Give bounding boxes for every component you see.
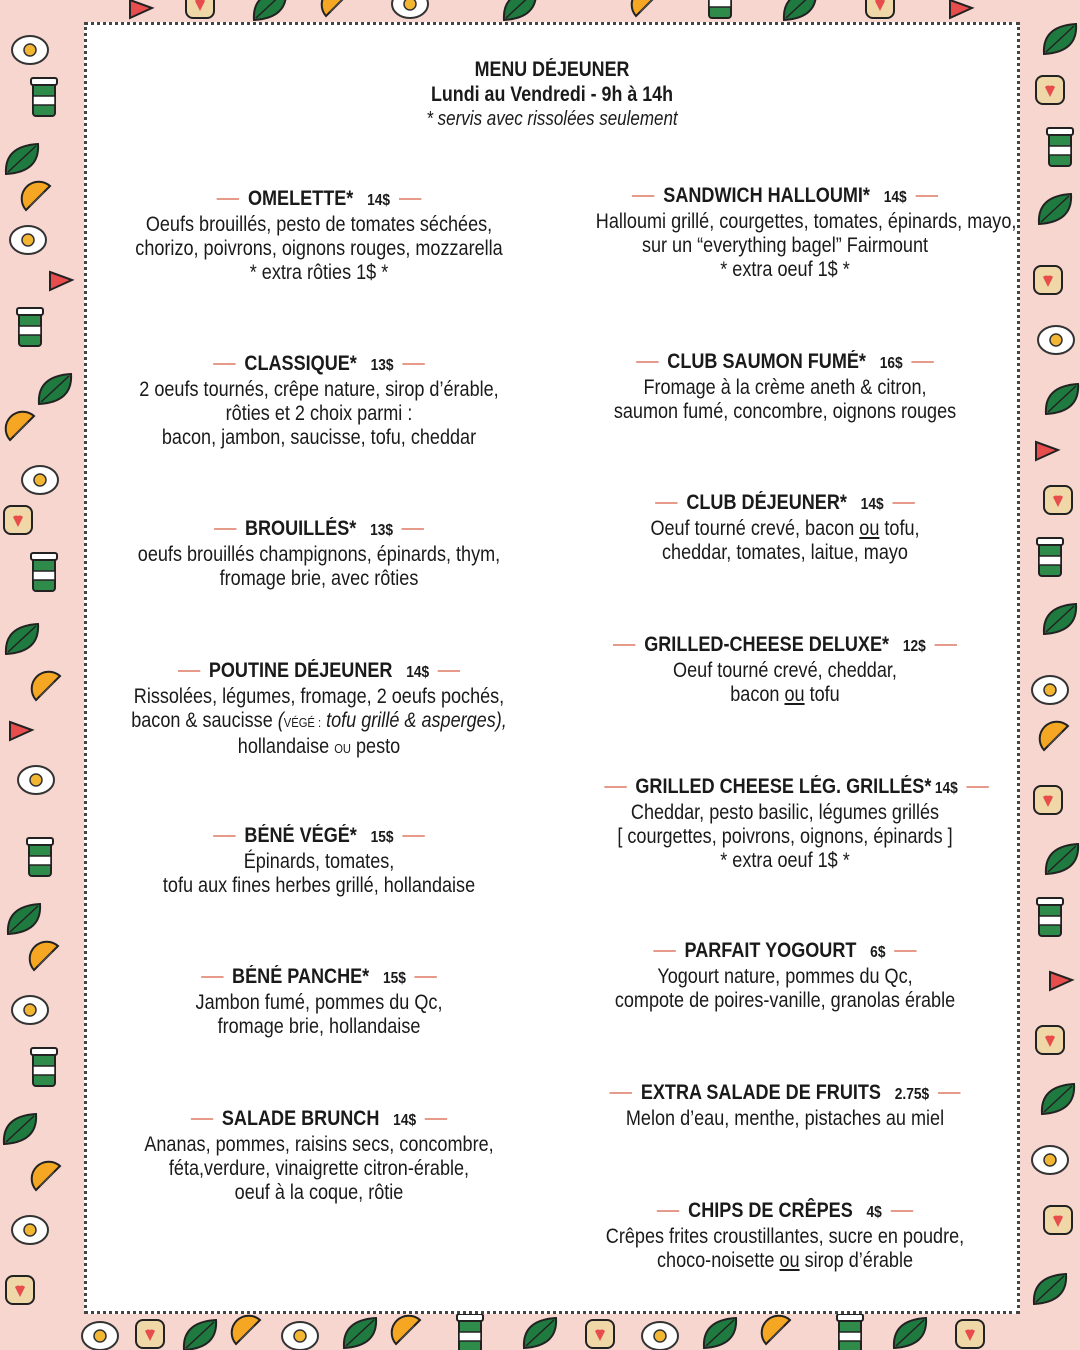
menu-item-grilled-cheese-deluxe bbox=[596, 633, 974, 707]
item-price: 14$ bbox=[860, 496, 884, 513]
or-label: ou bbox=[779, 1249, 800, 1272]
item-desc bbox=[596, 517, 974, 541]
divider-dash bbox=[399, 198, 421, 200]
item-desc bbox=[596, 1249, 974, 1273]
item-desc-part: Oeuf tourné crevé, bacon bbox=[650, 517, 860, 540]
item-name: CLASSIQUE* bbox=[244, 352, 357, 375]
item-desc: 2 oeufs tournés, crêpe nature, sirop d’érable, bbox=[139, 378, 499, 401]
divider-dash bbox=[915, 195, 937, 197]
item-desc-part: pesto bbox=[350, 735, 401, 758]
menu-item-brouilles bbox=[130, 517, 508, 591]
item-desc: cheddar, tomates, laitue, mayo bbox=[662, 541, 908, 564]
item-name: PARFAIT YOGOURT bbox=[684, 939, 857, 962]
menu-item-parfait-yogourt bbox=[596, 939, 974, 1013]
item-price: 16$ bbox=[879, 355, 903, 372]
menu-item-bene-vege bbox=[130, 824, 508, 898]
item-desc: Rissolées, légumes, fromage, 2 oeufs pochés, bbox=[133, 685, 505, 708]
menu-item-club-saumon bbox=[596, 350, 974, 424]
divider-dash bbox=[415, 976, 437, 978]
item-desc: fromage brie, hollandaise bbox=[217, 1015, 421, 1038]
item-name: BROUILLÉS* bbox=[244, 517, 357, 540]
item-desc: chorizo, poivrons, oignons rouges, mozzarella bbox=[135, 237, 503, 260]
item-desc: Cheddar, pesto basilic, légumes grillés bbox=[630, 801, 940, 824]
item-desc: oeuf à la coque, rôtie bbox=[234, 1181, 404, 1204]
or-label: ou bbox=[859, 517, 880, 540]
item-desc-part: sirop d’érable bbox=[799, 1249, 914, 1272]
menu-note: * servis avec rissolées seulement bbox=[426, 108, 678, 130]
item-desc: Fromage à la crème aneth & citron, bbox=[643, 376, 927, 399]
item-name: OMELETTE* bbox=[247, 187, 354, 210]
item-price: 12$ bbox=[902, 638, 926, 655]
divider-dash bbox=[214, 528, 236, 530]
item-desc-part: choco-noisette bbox=[656, 1249, 780, 1272]
item-desc-part: tofu, bbox=[879, 517, 920, 540]
item-desc bbox=[130, 735, 508, 761]
item-desc: * extra oeuf 1$ * bbox=[720, 849, 850, 872]
menu-item-omelette bbox=[130, 187, 508, 285]
divider-dash bbox=[636, 361, 658, 363]
divider-dash bbox=[213, 363, 235, 365]
item-desc-part: tofu bbox=[804, 683, 840, 706]
divider-dash bbox=[632, 195, 654, 197]
item-desc: oeufs brouillés champignons, épinards, thym, bbox=[137, 543, 501, 566]
item-name: BÉNÉ PANCHE* bbox=[232, 965, 370, 988]
menu-item-salade-fruits bbox=[596, 1081, 974, 1131]
divider-dash bbox=[610, 1092, 632, 1094]
menu-card bbox=[84, 22, 1020, 1314]
divider-dash bbox=[201, 976, 223, 978]
item-price: 14$ bbox=[367, 192, 391, 209]
item-name: CHIPS DE CRÊPES bbox=[688, 1199, 853, 1222]
item-desc bbox=[130, 709, 508, 735]
item-desc-vege bbox=[278, 709, 507, 732]
divider-dash bbox=[425, 1118, 447, 1120]
item-desc-part: hollandaise bbox=[237, 735, 335, 758]
divider-dash bbox=[892, 502, 914, 504]
divider-dash bbox=[191, 1118, 213, 1120]
item-price: 15$ bbox=[370, 829, 394, 846]
item-price: 13$ bbox=[370, 357, 394, 374]
item-desc: * extra rôties 1$ * bbox=[249, 261, 389, 284]
menu-item-bene-panche bbox=[130, 965, 508, 1039]
item-name: SALADE BRUNCH bbox=[221, 1107, 380, 1130]
item-desc: Halloumi grillé, courgettes, tomates, épinards, mayo, bbox=[595, 210, 1017, 233]
divider-dash bbox=[657, 1210, 679, 1212]
item-desc-part: bacon bbox=[730, 683, 785, 706]
menu-item-club-dejeuner bbox=[596, 491, 974, 565]
or-label: OU bbox=[334, 741, 351, 756]
item-desc: Jambon fumé, pommes du Qc, bbox=[195, 991, 443, 1014]
item-price: 14$ bbox=[393, 1112, 417, 1129]
item-name: BÉNÉ VÉGÉ* bbox=[244, 824, 357, 847]
item-name: GRILLED-CHEESE DELUXE* bbox=[644, 633, 890, 656]
item-desc: Oeuf tourné crevé, cheddar, bbox=[673, 659, 897, 682]
menu-item-poutine bbox=[130, 659, 508, 761]
vege-option: tofu grillé & asperges), bbox=[321, 709, 507, 732]
item-desc: saumon fumé, concombre, oignons rouges bbox=[613, 400, 957, 423]
divider-dash bbox=[934, 644, 956, 646]
item-price: 13$ bbox=[370, 522, 394, 539]
divider-dash bbox=[438, 670, 460, 672]
divider-dash bbox=[911, 361, 933, 363]
item-desc bbox=[596, 683, 974, 707]
divider-dash bbox=[402, 835, 424, 837]
item-desc: [ courgettes, poivrons, oignons, épinards ] bbox=[617, 825, 953, 848]
item-name: CLUB DÉJEUNER* bbox=[686, 491, 847, 514]
item-price: 14$ bbox=[934, 780, 958, 797]
item-desc: rôties et 2 choix parmi : bbox=[225, 402, 413, 425]
menu-item-grilled-cheese-legumes bbox=[596, 775, 974, 873]
divider-dash bbox=[178, 670, 200, 672]
item-name: EXTRA SALADE DE FRUITS bbox=[640, 1081, 881, 1104]
item-desc: compote de poires-vanille, granolas érable bbox=[614, 989, 956, 1012]
item-name: SANDWICH HALLOUMI* bbox=[663, 184, 870, 207]
item-desc: sur un “everything bagel” Fairmount bbox=[641, 234, 929, 257]
item-desc: bacon, jambon, saucisse, tofu, cheddar bbox=[161, 426, 477, 449]
divider-dash bbox=[613, 644, 635, 646]
item-price: 14$ bbox=[883, 189, 907, 206]
item-price: 4$ bbox=[866, 1204, 882, 1221]
item-name: POUTINE DÉJEUNER bbox=[208, 659, 393, 682]
item-desc: Crêpes frites croustillantes, sucre en poudre, bbox=[605, 1225, 965, 1248]
divider-dash bbox=[938, 1092, 960, 1094]
item-desc: * extra oeuf 1$ * bbox=[720, 258, 850, 281]
item-desc-part: bacon & saucisse bbox=[131, 709, 278, 732]
item-price: 6$ bbox=[870, 944, 886, 961]
item-desc: Yogourt nature, pommes du Qc, bbox=[657, 965, 913, 988]
item-desc: tofu aux fines herbes grillé, hollandaise bbox=[162, 874, 476, 897]
item-name: GRILLED CHEESE LÉG. GRILLÉS* bbox=[635, 775, 932, 798]
vege-label: VÉGÉ : bbox=[283, 715, 322, 730]
item-price: 15$ bbox=[382, 970, 406, 987]
menu-hours: Lundi au Vendredi - 9h à 14h bbox=[430, 83, 674, 106]
divider-dash bbox=[213, 835, 235, 837]
divider-dash bbox=[894, 950, 916, 952]
menu-item-chips-crepes bbox=[596, 1199, 974, 1273]
divider-dash bbox=[966, 786, 988, 788]
divider-dash bbox=[655, 502, 677, 504]
item-price: 2.75$ bbox=[894, 1086, 930, 1103]
divider-dash bbox=[890, 1210, 912, 1212]
item-desc: féta,verdure, vinaigrette citron-érable, bbox=[168, 1157, 470, 1180]
divider-dash bbox=[604, 786, 626, 788]
menu-item-salade-brunch bbox=[130, 1107, 508, 1205]
divider-dash bbox=[402, 363, 424, 365]
or-label: ou bbox=[784, 683, 805, 706]
item-desc: Oeufs brouillés, pesto de tomates séchées, bbox=[145, 213, 493, 236]
item-desc: Melon d’eau, menthe, pistaches au miel bbox=[625, 1107, 945, 1130]
item-name: CLUB SAUMON FUMÉ* bbox=[667, 350, 866, 373]
menu-title: MENU DÉJEUNER bbox=[474, 58, 630, 81]
menu-header bbox=[87, 57, 1017, 132]
divider-dash bbox=[654, 950, 676, 952]
menu-item-classique bbox=[130, 352, 508, 450]
menu-item-sandwich-halloumi bbox=[595, 184, 1017, 282]
item-price: 14$ bbox=[406, 664, 430, 681]
divider-dash bbox=[402, 528, 424, 530]
item-desc: Épinards, tomates, bbox=[243, 850, 395, 873]
paren-open: ( bbox=[277, 709, 284, 732]
item-desc: Ananas, pommes, raisins secs, concombre, bbox=[144, 1133, 494, 1156]
divider-dash bbox=[217, 198, 239, 200]
item-desc: fromage brie, avec rôties bbox=[219, 567, 419, 590]
